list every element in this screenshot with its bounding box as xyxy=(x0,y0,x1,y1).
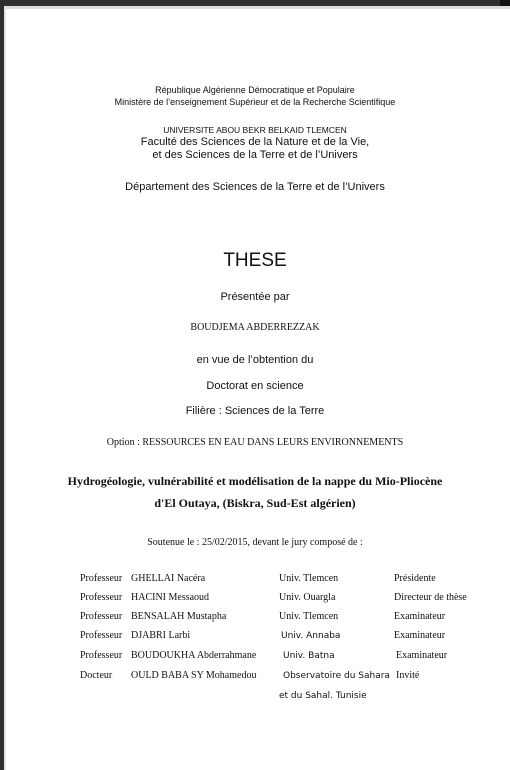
faculty-line-1: Faculté des Sciences de la Nature et de la Vie, xyxy=(140,136,370,148)
ministry-line: Ministère de l’enseignement Supérieur et de la Recherche Scientifique xyxy=(114,97,396,107)
jury-institution: Observatoire du Sahara xyxy=(283,671,390,681)
department-line: Département des Sciences de la Terre et de l’Univers xyxy=(125,181,385,193)
jury-title: Professeur xyxy=(80,650,123,661)
jury-role: Examinateur xyxy=(394,611,446,622)
jury-row xyxy=(0,573,510,587)
option-line: Option : RESSOURCES EN EAU DANS LEURS ENVIRONNEMENTS xyxy=(106,437,404,448)
jury-institution: Univ. Tlemcen xyxy=(279,611,339,622)
presented-by: Présentée par xyxy=(220,291,290,303)
jury-name: GHELLAI Nacéra xyxy=(131,573,206,584)
jury-title: Professeur xyxy=(80,630,123,641)
jury-role: Présidente xyxy=(394,573,436,584)
jury-role: Examinateur xyxy=(394,630,446,641)
jury-row xyxy=(0,670,510,684)
jury-name: BOUDOUKHA Abderrahmane xyxy=(131,650,257,661)
degree-line: Doctorat en science xyxy=(206,380,304,392)
jury-institution: Univ. Annaba xyxy=(281,631,341,641)
jury-institution: Univ. Ouargla xyxy=(279,592,336,603)
frame-shadow-top xyxy=(4,6,510,9)
jury-institution: Univ. Tlemcen xyxy=(279,573,339,584)
jury-row xyxy=(0,630,510,644)
defense-line: Soutenue le : 25/02/2015, devant le jury composé de : xyxy=(147,537,363,548)
jury-name: HACINI Messaoud xyxy=(131,592,210,603)
field-line: Filière : Sciences de la Terre xyxy=(185,405,325,417)
jury-title: Professeur xyxy=(80,573,123,584)
corner-mark xyxy=(500,0,510,6)
jury-row xyxy=(0,650,510,664)
faculty-line-2: et des Sciences de la Terre et de l’Univers xyxy=(152,149,358,161)
jury-name: OULD BABA SY Mohamedou xyxy=(131,670,257,681)
jury-row xyxy=(0,592,510,606)
jury-name: DJABRI Larbi xyxy=(131,630,191,641)
jury-name: BENSALAH Mustapha xyxy=(131,611,227,622)
jury-role: Directeur de thèse xyxy=(394,592,467,603)
jury-title: Docteur xyxy=(80,670,113,681)
jury-title: Professeur xyxy=(80,592,123,603)
jury-role: Invité xyxy=(396,670,420,681)
thesis-subject-line-1: Hydrogéologie, vulnérabilité et modélisation de la nappe du Mio-Pliocène xyxy=(67,474,443,488)
university-name: UNIVERSITE ABOU BEKR BELKAID TLEMCEN xyxy=(163,125,347,135)
thesis-heading: THESE xyxy=(223,250,287,271)
republic-line: République Algérienne Démocratique et Populaire xyxy=(155,85,355,95)
jury-institution: Univ. Batna xyxy=(283,651,335,661)
jury-institution-continuation: et du Sahal. Tunisie xyxy=(279,691,367,701)
jury-title: Professeur xyxy=(80,611,123,622)
jury-role: Examinateur xyxy=(396,650,448,661)
author-name: BOUDJEMA ABDERREZZAK xyxy=(190,322,320,333)
purpose-line: en vue de l’obtention du xyxy=(196,354,314,366)
jury-row xyxy=(0,611,510,625)
thesis-subject-line-2: d'El Outaya, (Biskra, Sud-Est algérien) xyxy=(154,496,356,510)
